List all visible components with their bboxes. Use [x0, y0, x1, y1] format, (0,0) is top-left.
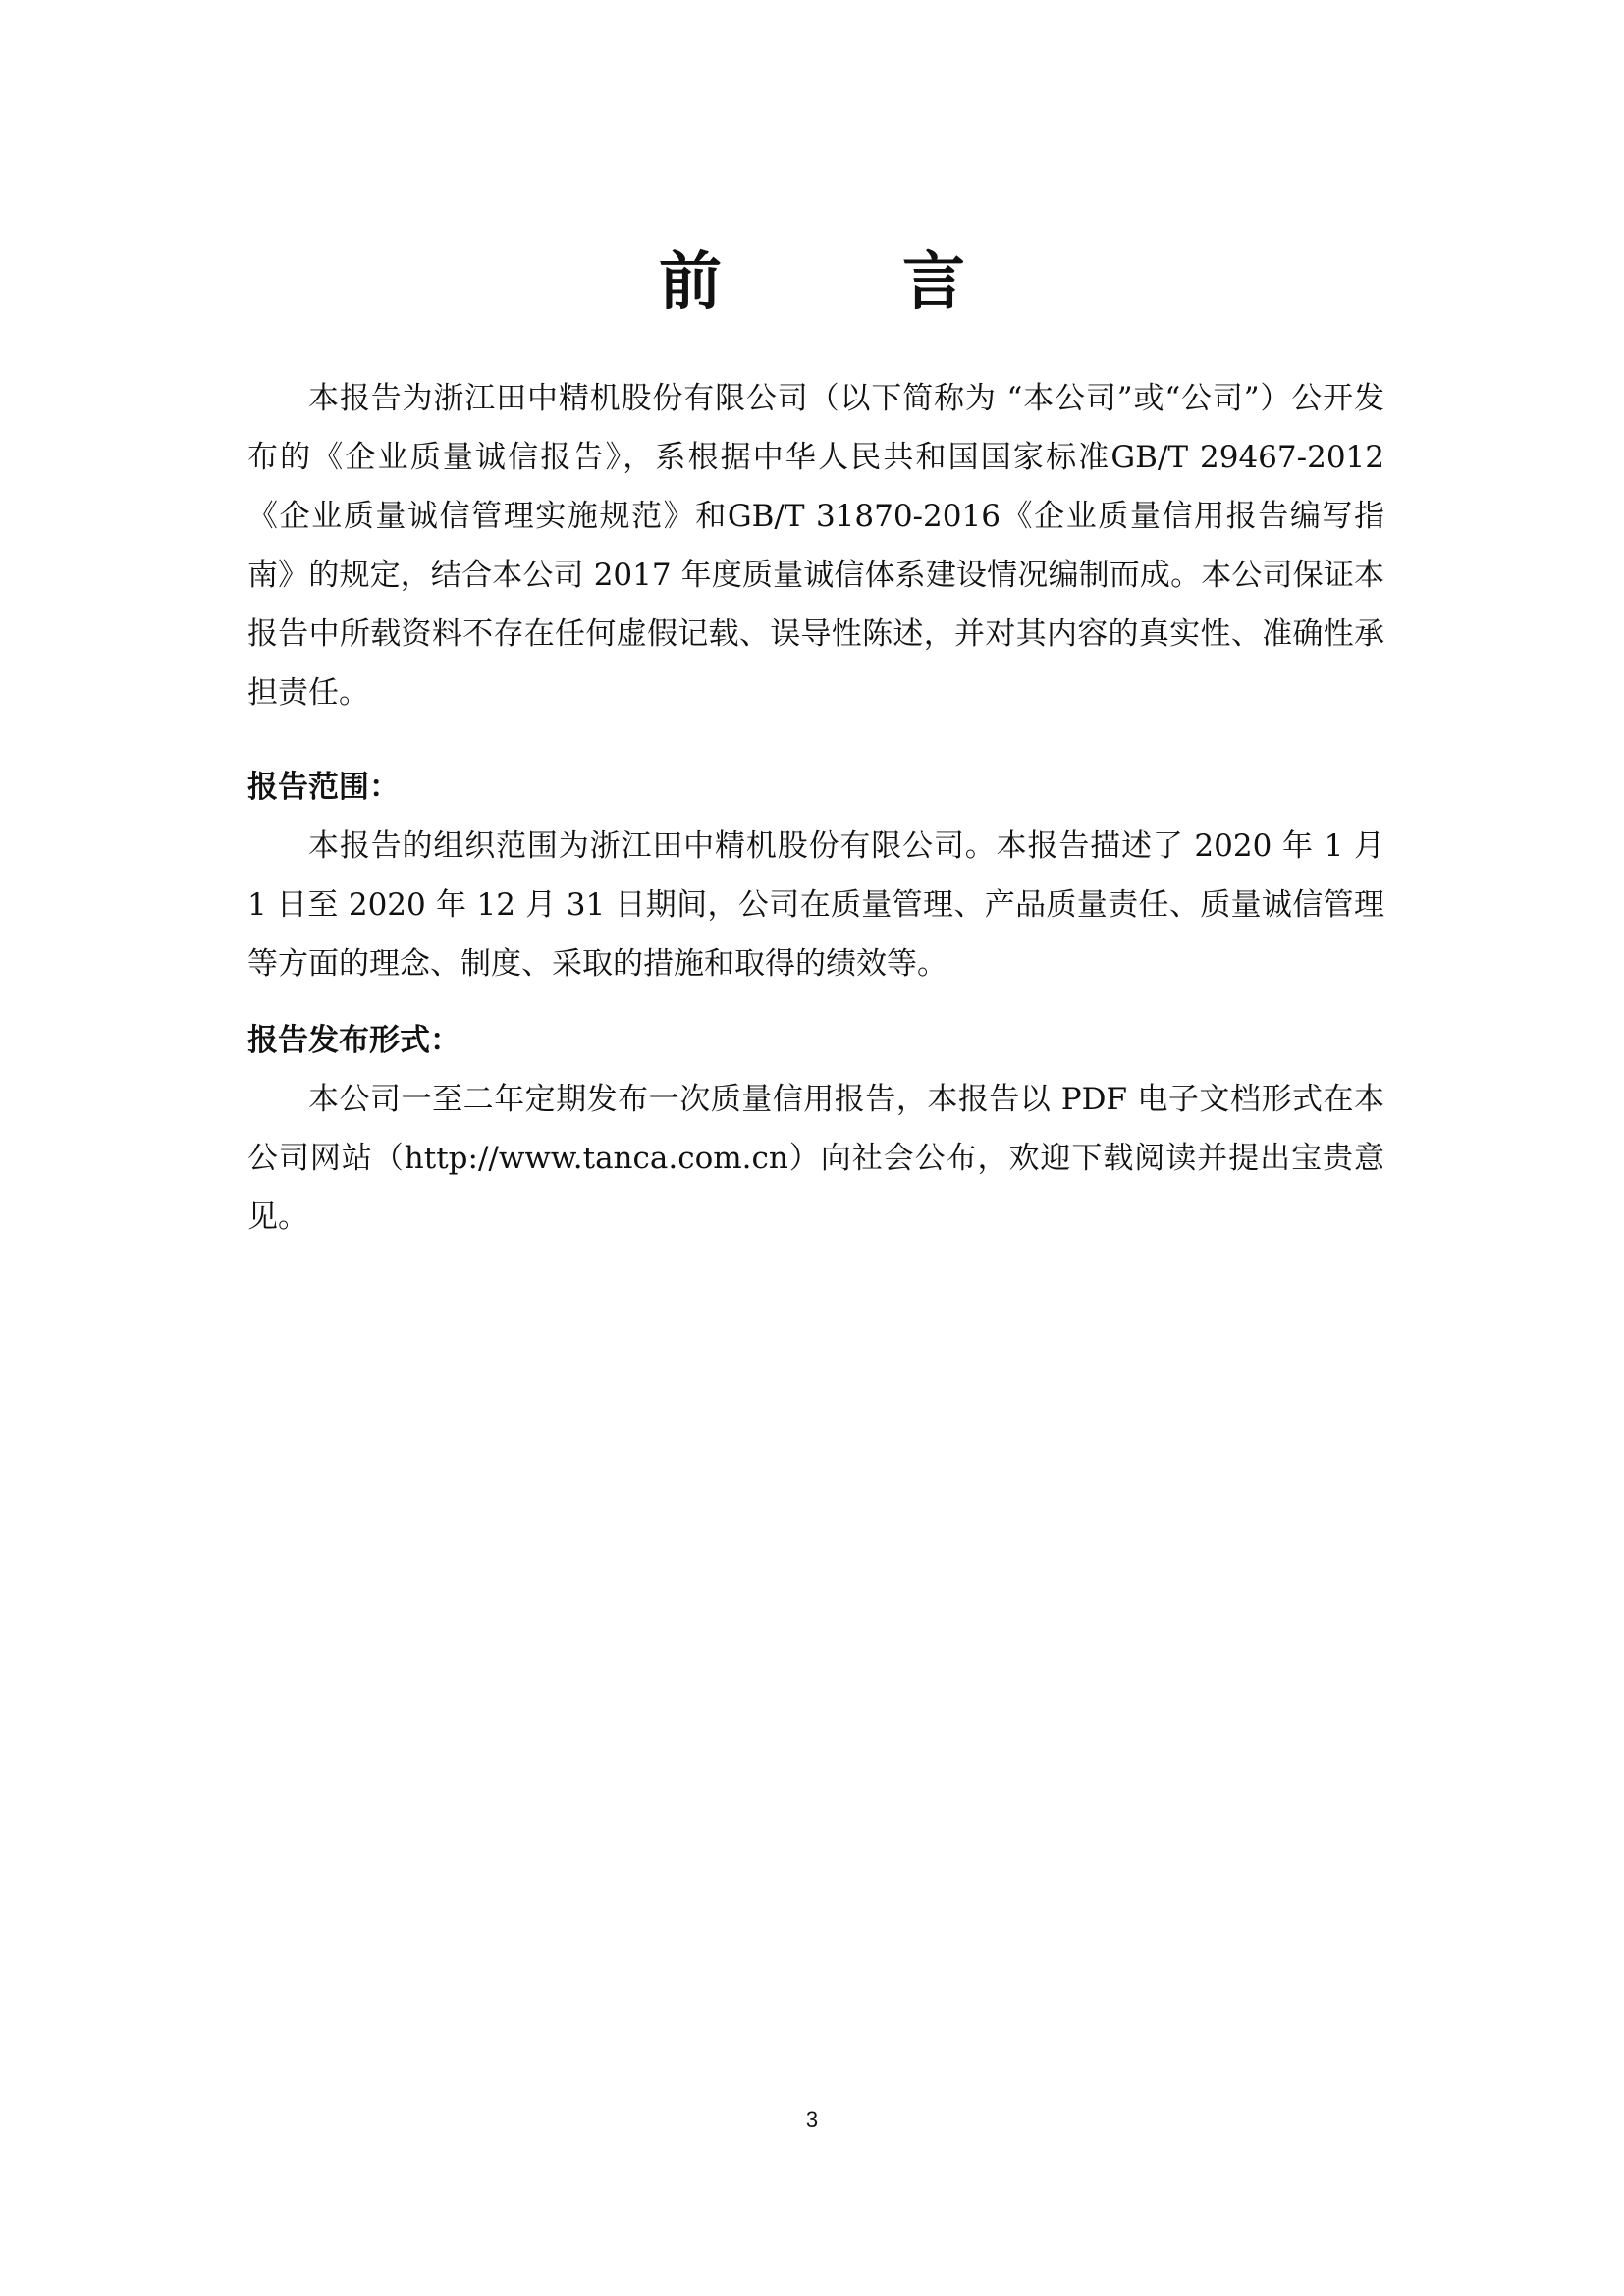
report-scope-section — [247, 758, 1384, 993]
page-title: 前 言 — [659, 244, 1024, 319]
publication-form-section — [247, 1011, 1384, 1247]
publication-form-heading: 报告发布形式： — [247, 1023, 460, 1058]
intro-section — [247, 369, 1384, 722]
report-scope-heading: 报告范围： — [247, 770, 400, 805]
intro-paragraph: 本报告为浙江田中精机股份有限公司（以下简称为 “本公司”或“公司”）公开发布的《企业质量诚信报告》，系根据中华人民共和国国家标准GB/T 29467-2012《企业质量诚信管理实施规范》和GB/T 31870-2016《企业质量信用报告编写指南》的规定，结合本公司 2017 年度质量诚信体系建设情况编制而成。本公司保证本报告中所载资料不存在任何虚假记载、误导性陈述，并对其内容的真实性、准确性承担责任。 — [247, 381, 1384, 711]
publication-form-paragraph: 本公司一至二年定期发布一次质量信用报告，本报告以 PDF 电子文档形式在本公司网站（http://www.tanca.com.cn）向社会公布，欢迎下载阅读并提出宝贵意见。 — [247, 1082, 1384, 1235]
report-scope-paragraph: 本报告的组织范围为浙江田中精机股份有限公司。本报告描述了 2020 年 1 月 1 日至 2020 年 12 月 31 日期间，公司在质量管理、产品质量责任、质量诚信管理等方面的理念、制度、采取的措施和取得的绩效等。 — [247, 828, 1384, 982]
page-number: 3 — [805, 2108, 819, 2132]
